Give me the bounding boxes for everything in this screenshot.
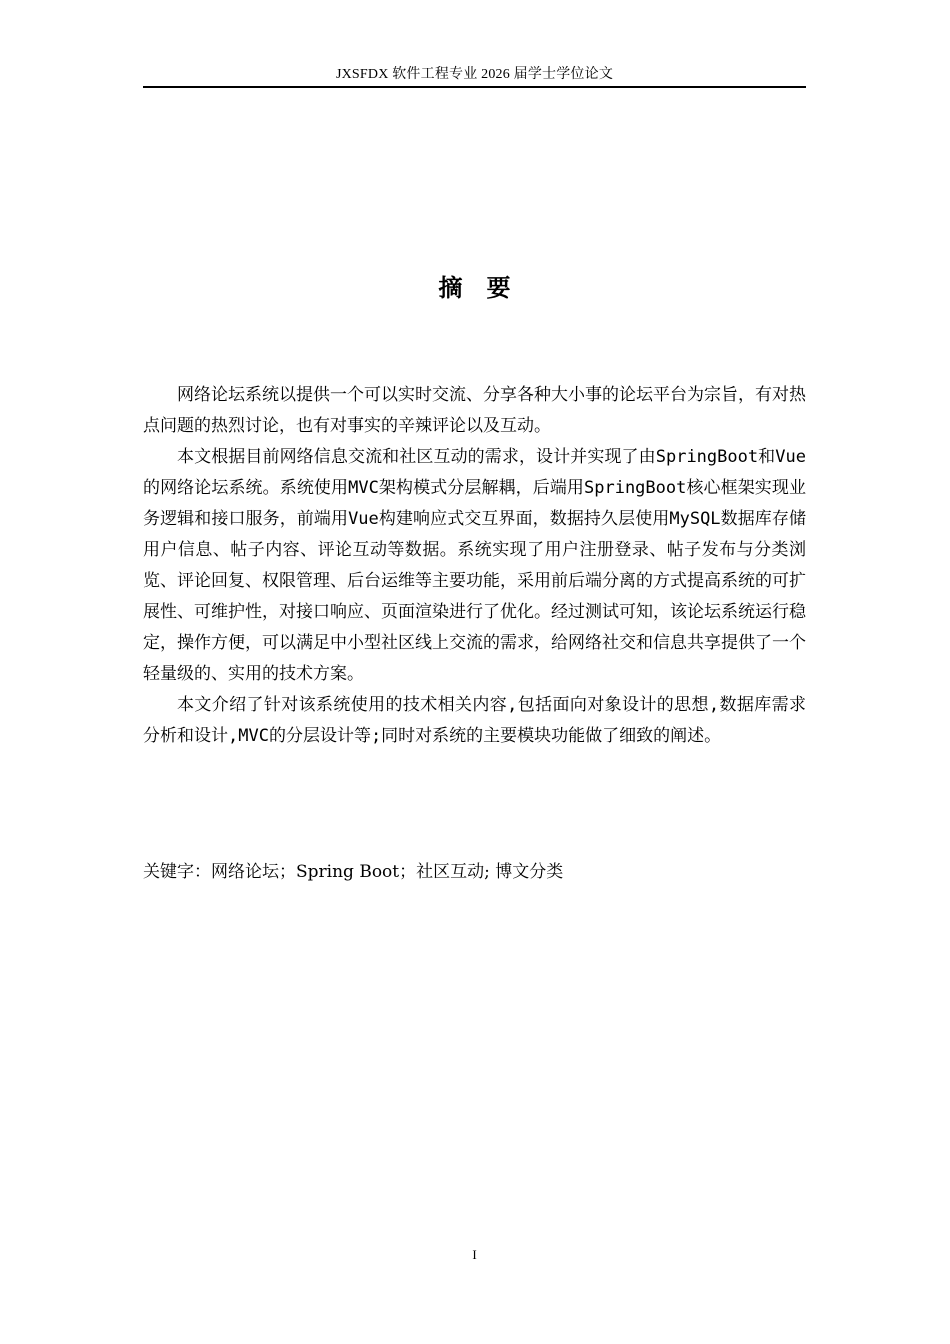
abstract-paragraph-1: 网络论坛系统以提供一个可以实时交流、分享各种大小事的论坛平台为宗旨，有对热点问题的热烈讨论，也有对事实的辛辣评论以及互动。 bbox=[143, 385, 806, 436]
abstract-title: 摘 要 bbox=[438, 274, 511, 302]
abstract-body bbox=[143, 380, 806, 752]
running-header: JXSFDX 软件工程专业 2026 届学士学位论文 bbox=[335, 67, 614, 82]
abstract-paragraph-3: 本文介绍了针对该系统使用的技术相关内容,包括面向对象设计的思想,数据库需求分析和设计,MVC的分层设计等;同时对系统的主要模块功能做了细致的阐述。 bbox=[143, 695, 806, 746]
abstract-paragraph-2: 本文根据目前网络信息交流和社区互动的需求，设计并实现了由SpringBoot和Vue的网络论坛系统。系统使用MVC架构模式分层解耦，后端用SpringBoot核心框架实现业务逻辑和接口服务，前端用Vue构建响应式交互界面，数据持久层使用MySQL数据库存储用户信息、帖子内容、评论互动等数据。系统实现了用户注册登录、帖子发布与分类浏览、评论回复、权限管理、后台运维等主要功能，采用前后端分离的方式提高系统的可扩展性、可维护性，对接口响应、页面渲染进行了优化。经过测试可知，该论坛系统运行稳定，操作方便，可以满足中小型社区线上交流的需求，给网络社交和信息共享提供了一个轻量级的、实用的技术方案。 bbox=[143, 447, 806, 684]
page-number: I bbox=[472, 1247, 477, 1262]
header-rule bbox=[143, 86, 806, 88]
keywords-line: 关键字：网络论坛；Spring Boot；社区互动; 博文分类 bbox=[143, 862, 564, 882]
